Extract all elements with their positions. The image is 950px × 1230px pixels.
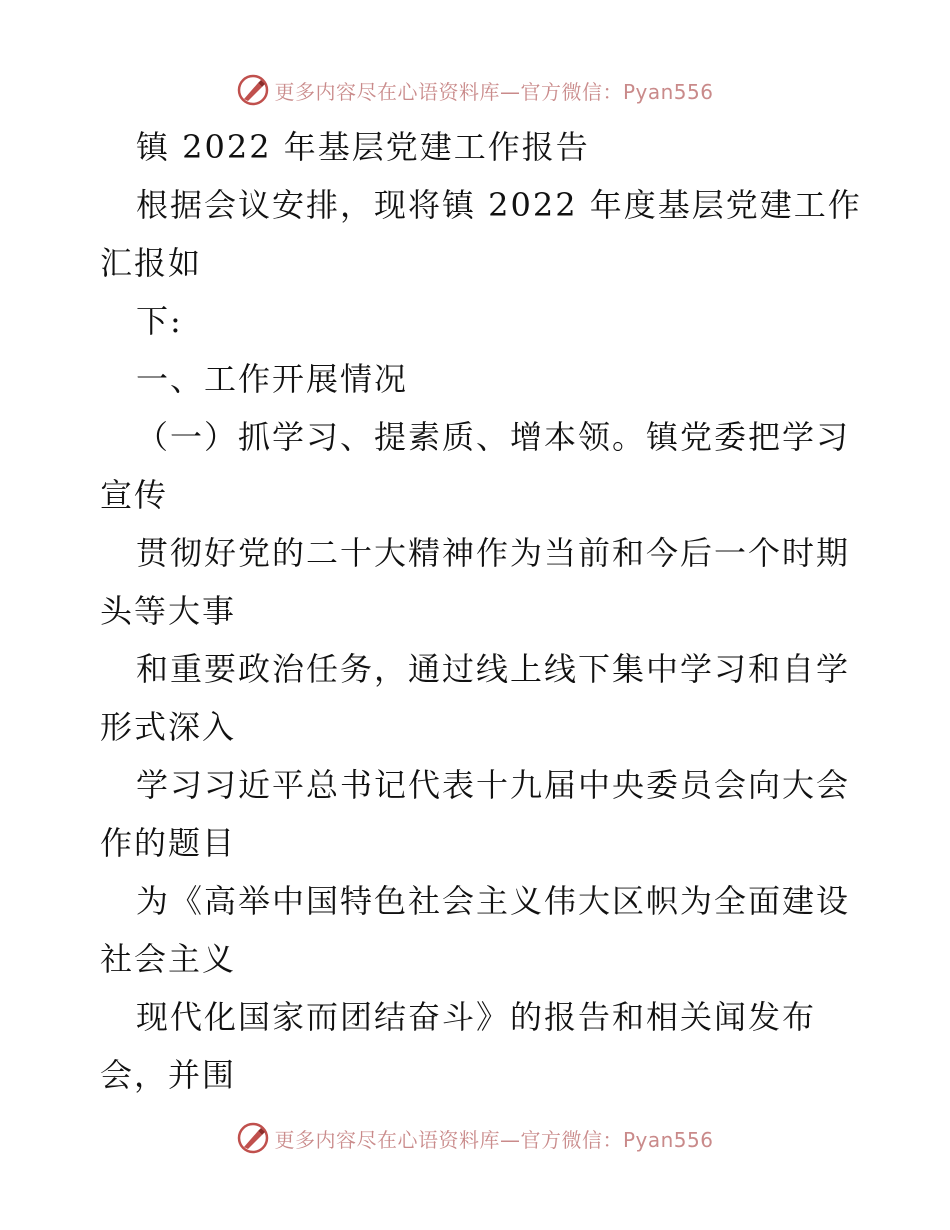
paragraph-line: 根据会议安排，现将镇 2022 年度基层党建工作 — [136, 186, 862, 224]
footer-banner — [0, 1118, 950, 1158]
pen-logo-icon — [236, 1121, 270, 1155]
document-title: 镇 2022 年基层党建工作报告 — [136, 128, 590, 166]
paragraph-line: 现代化国家而团结奋斗》的报告和相关闻发布 — [136, 998, 817, 1036]
paragraph-line: 头等大事 — [100, 592, 237, 630]
paragraph-line: 学习习近平总书记代表十九届中央委员会向大会 — [136, 766, 851, 804]
section-heading: 一、工作开展情况 — [136, 360, 409, 398]
paragraph-line: 社会主义 — [100, 940, 237, 978]
paragraph-line: 作的题目 — [100, 824, 237, 862]
paragraph-line: 会，并围 — [100, 1056, 237, 1094]
paragraph-line: 汇报如 — [100, 244, 203, 282]
paragraph-line: 和重要政治任务，通过线上线下集中学习和自学 — [136, 650, 851, 688]
pen-logo-icon — [236, 73, 270, 107]
header-banner-text: 更多内容尽在心语资料库—官方微信：Pyan556 — [274, 79, 714, 104]
paragraph-line: 宣传 — [100, 476, 169, 514]
paragraph-line: （一）抓学习、提素质、增本领。镇党委把学习 — [136, 418, 851, 456]
paragraph-line: 为《高举中国特色社会主义伟大区帜为全面建设 — [136, 882, 851, 920]
paragraph-line: 下: — [136, 302, 183, 340]
paragraph-line: 贯彻好党的二十大精神作为当前和今后一个时期 — [136, 534, 851, 572]
header-banner — [0, 70, 950, 110]
paragraph-line: 形式深入 — [100, 708, 237, 746]
footer-banner-text: 更多内容尽在心语资料库—官方微信：Pyan556 — [274, 1127, 714, 1152]
